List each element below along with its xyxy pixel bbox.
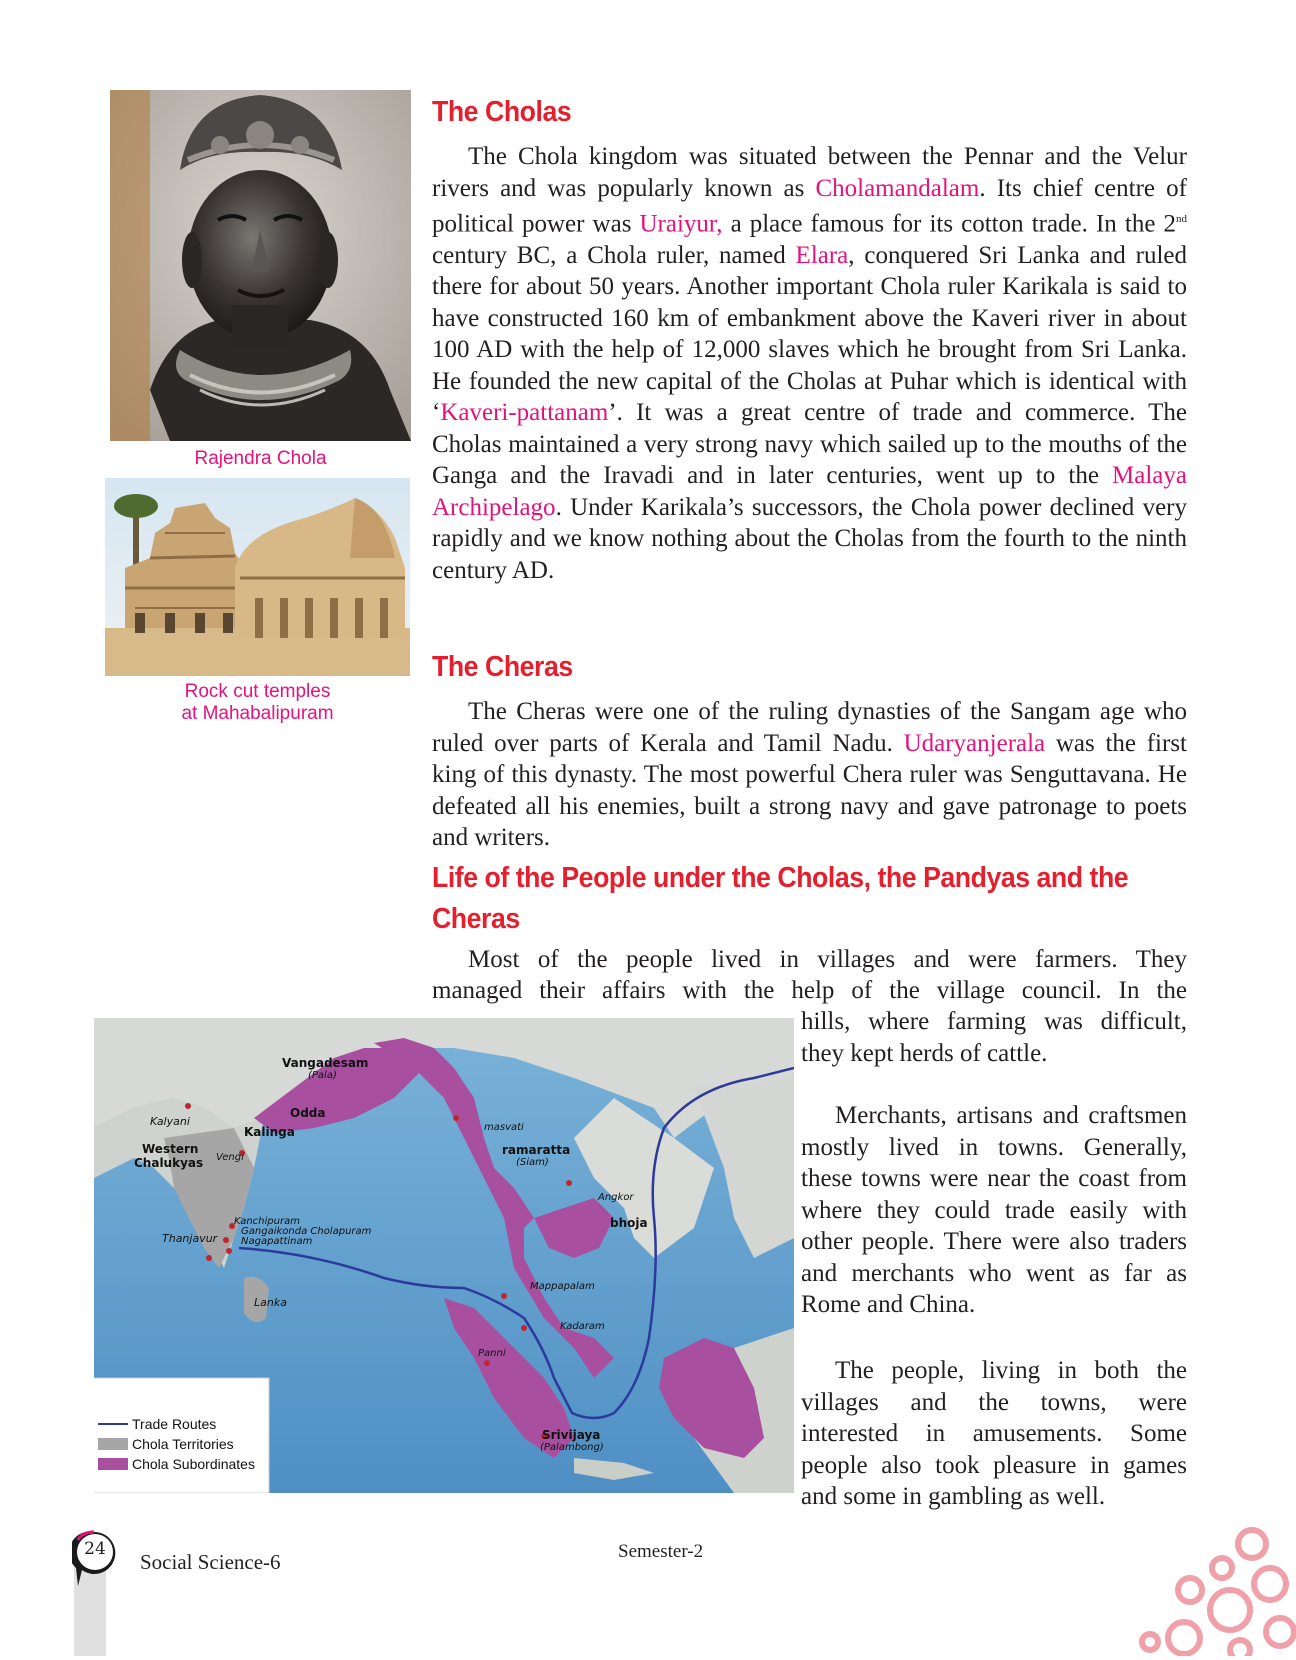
- life-p1-line1: [432, 944, 1187, 976]
- mahabalipuram-caption: [150, 681, 365, 725]
- legend-label: Chola Subordinates: [132, 1456, 255, 1472]
- map-label-lanka: Lanka: [254, 1296, 287, 1309]
- life-heading-line1: Life of the People under the Cholas, the Pandyas and the: [432, 862, 1129, 894]
- map-label-western: Western: [142, 1142, 199, 1156]
- map-label-kadaram: Kadaram: [560, 1321, 605, 1332]
- term-uraiyur: Uraiyur,: [639, 210, 723, 238]
- decorative-circles: [1120, 1520, 1296, 1656]
- map-label-angkor: Angkor: [598, 1192, 634, 1203]
- map-label-siam: (Siam): [516, 1157, 549, 1168]
- rajendra-chola-image: [110, 90, 411, 441]
- rajendra-chola-caption: Rajendra Chola: [194, 448, 327, 469]
- text: . Its chief centre of political power was: [432, 174, 1187, 238]
- map-label-odda: Odda: [290, 1106, 326, 1120]
- cholas-paragraph: [432, 141, 1187, 586]
- mahabalipuram-caption-line1: Rock cut temples: [184, 681, 331, 702]
- text: a place famous for its cotton trade. In the 2: [722, 210, 1176, 238]
- map-label-palembang: (Palambong): [540, 1442, 604, 1453]
- legend-grey-swatch: [98, 1438, 128, 1450]
- legend-chola-territories: [98, 1434, 255, 1454]
- life-p1-line2: [432, 975, 1187, 1007]
- map-label-srivijaya: Srivijaya: [542, 1428, 601, 1442]
- map-label-chalukyas: Chalukyas: [134, 1156, 204, 1170]
- life-p3: The people, living in both the villages and the towns, were interested in amusements. Some people also took pleasure in games and some in gambling as well.: [801, 1357, 1187, 1510]
- footer-book-title: Social Science-6: [140, 1550, 281, 1574]
- map-label-kanchipuram: Kanchipuram: [234, 1216, 300, 1227]
- footer-semester: Semester-2: [618, 1541, 704, 1562]
- map-label-masvati: masvati: [484, 1122, 524, 1133]
- mahabalipuram-temples-image: [105, 478, 410, 676]
- legend-label: Trade Routes: [132, 1416, 217, 1432]
- legend-line-swatch: [98, 1423, 128, 1425]
- cheras-paragraph: [432, 696, 1187, 854]
- life-heading-line2: Cheras: [432, 903, 520, 935]
- mahabalipuram-caption-line2: at Mahabalipuram: [181, 703, 334, 724]
- life-heading: [432, 858, 1128, 940]
- text: Most of the people lived in villages and were farmers. They: [468, 946, 1187, 973]
- map-label-mappalam: Mappapalam: [530, 1281, 595, 1292]
- map-legend: [98, 1414, 255, 1474]
- map-label-kalinga: Kalinga: [244, 1125, 295, 1139]
- map-label-pala: (Pala): [308, 1070, 337, 1081]
- map-label-thanjavur: Thanjavur: [162, 1232, 218, 1245]
- map-label-nagapattinam: Nagapattinam: [241, 1236, 313, 1247]
- legend-chola-subordinates: [98, 1454, 255, 1474]
- text: managed their affairs with the help of the village council. In the: [432, 977, 1187, 1004]
- legend-trade-routes: [98, 1414, 255, 1434]
- term-udaryanjerala: Udaryanjerala: [903, 729, 1046, 757]
- legend-label: Chola Territories: [132, 1436, 234, 1452]
- legend-purple-swatch: [98, 1458, 128, 1470]
- map-label-ramaratta: ramaratta: [502, 1143, 571, 1157]
- term-malaya-archipelago: Malaya Archipelago: [432, 462, 1187, 521]
- text: . Under Karikala’s successors, the Chola power declined very rapidly and we know nothing about the Cholas from the fourth to the ninth century AD.: [432, 493, 1187, 584]
- text: was the first king of this dynasty. The most powerful Chera ruler was Senguttavana. He defeated all his enemies, built a strong navy and gave patronage to poets and writers.: [432, 729, 1188, 851]
- chola-map: [94, 1018, 794, 1493]
- page-number-badge: [72, 1530, 118, 1576]
- life-p2: Merchants, artisans and craftsmen mostly lived in towns. Generally, these towns were near the coast from where they could trade easily with other people. There were also traders and merchants who went as far as Rome and China.: [801, 1102, 1187, 1318]
- map-label-gangaikonda: Gangaikonda Cholapuram: [241, 1226, 372, 1237]
- text: , conquered Sri Lanka and ruled there for about 50 years. Another important Chola ruler Karikala is said to have constructed 160 km of embankment above the Kaveri river in about 100 AD with the help of 12,000 slaves which he brought from Sri Lanka. He founded the new capital of the Cholas at Puhar which is identical with ‘: [432, 241, 1187, 427]
- map-label-kalyani: Kalyani: [150, 1115, 190, 1128]
- map-label-vengi: Vengi: [216, 1152, 244, 1163]
- page-number: 24: [84, 1539, 106, 1559]
- map-label-bhoja: bhoja: [610, 1216, 648, 1230]
- map-label-panni: Panni: [478, 1348, 506, 1359]
- term-kaveri-pattanam: Kaveri-pattanam: [440, 399, 609, 427]
- cholas-heading: The Cholas: [432, 96, 572, 128]
- text: The Chola kingdom was situated between the Pennar and the Velur rivers and was popularly known as: [432, 143, 1187, 202]
- text: century BC, a Chola ruler, named: [432, 241, 796, 269]
- cheras-heading: The Cheras: [432, 651, 573, 683]
- text: ’. It was a great centre of trade and commerce. The Cholas maintained a very strong navy which sailed up to the mouths of the Ganga and the Iravadi and in later centuries, went up to the: [432, 399, 1187, 490]
- text: The Cheras were one of the ruling dynasties of the Sangam age who ruled over parts of Kerala and Tamil Nadu.: [432, 698, 1187, 757]
- superscript: nd: [1176, 213, 1187, 225]
- map-label-vangadesam: Vangadesam: [282, 1056, 369, 1070]
- term-cholamandalam: Cholamandalam: [815, 174, 980, 202]
- life-p1-rest: hills, where farming was difficult, they kept herds of cattle.: [801, 1008, 1187, 1067]
- term-elara: Elara: [795, 241, 849, 269]
